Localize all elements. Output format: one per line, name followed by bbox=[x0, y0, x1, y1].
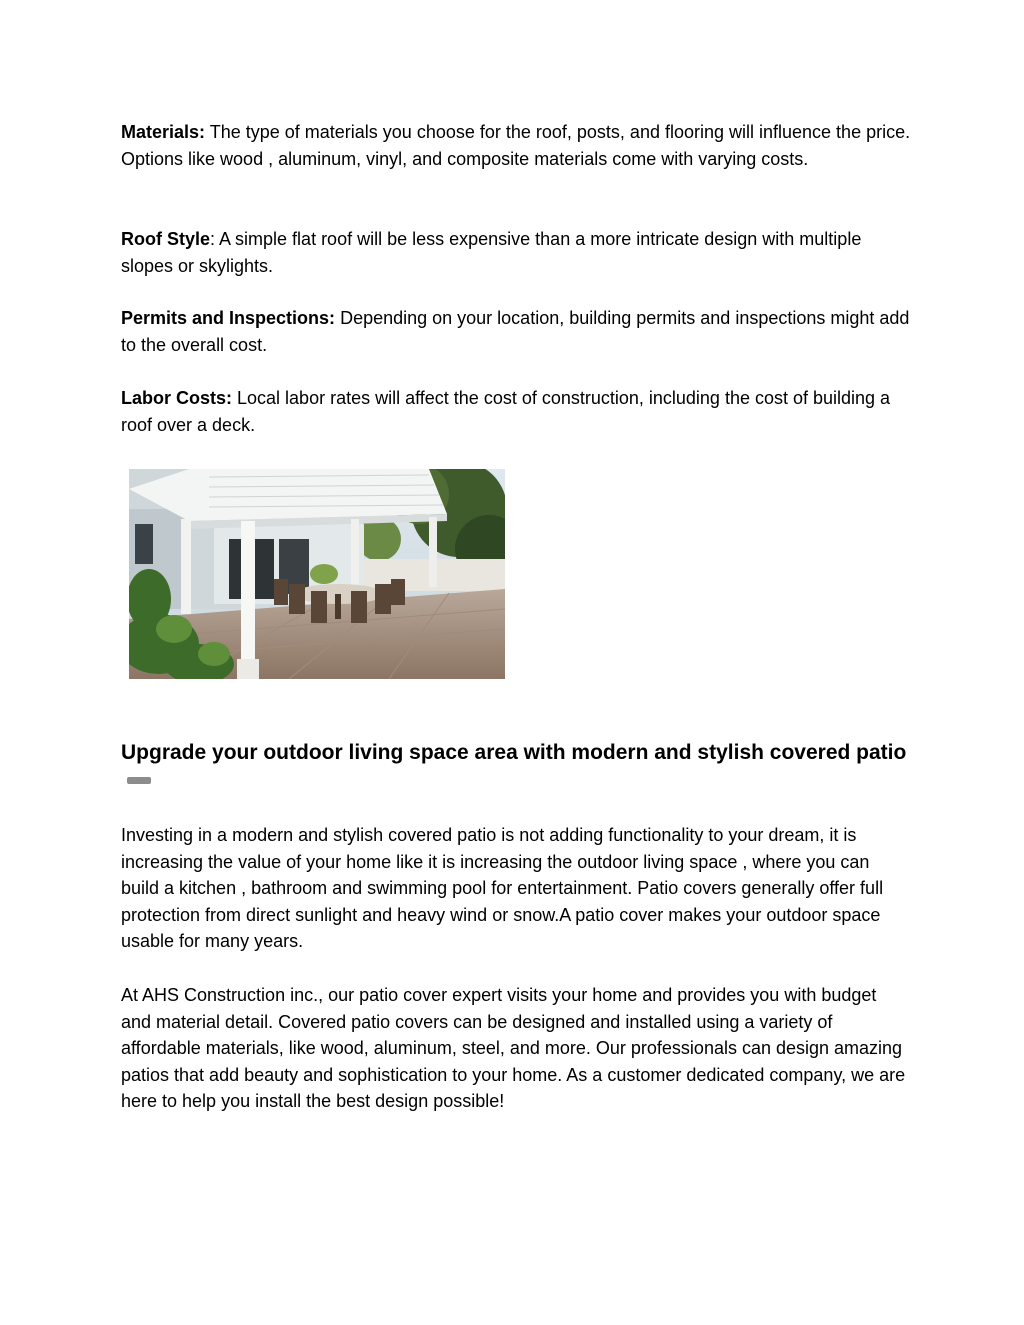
covered-patio-photo bbox=[129, 469, 505, 679]
permits-label: Permits and Inspections: bbox=[121, 308, 336, 328]
roof-style-text: : A simple flat roof will be less expensive than a more intricate design with multiple slopes or skylights. bbox=[121, 229, 862, 276]
materials-paragraph bbox=[121, 119, 911, 172]
patio-illustration bbox=[129, 469, 505, 679]
roof-style-label: Roof Style bbox=[121, 229, 211, 249]
materials-label: Materials: bbox=[121, 122, 206, 142]
section-heading bbox=[121, 738, 911, 796]
section-heading-text: Upgrade your outdoor living space area with modern and stylish covered patio bbox=[121, 741, 907, 764]
labor-costs-label: Labor Costs: bbox=[121, 388, 233, 408]
investing-paragraph: Investing in a modern and stylish covered patio is not adding functionality to your dream, it is increasing the value of your home like it is increasing the outdoor living space , where you can build a kitchen , bathroom and swimming pool for entertainment. Patio covers generally offer full protection from direct sunlight and heavy wind or snow.A patio cover makes your outdoor space usable for many years. bbox=[121, 825, 884, 952]
roof-style-paragraph bbox=[121, 226, 911, 279]
labor-costs-paragraph bbox=[121, 385, 911, 438]
permits-paragraph bbox=[121, 305, 911, 358]
permits-text: Depending on your location, building permits and inspections might add to the overall cost. bbox=[121, 308, 910, 355]
ahs-construction-paragraph: At AHS Construction inc., our patio cover expert visits your home and provides you with budget and material detail. Covered patio covers can be designed and installed using a variety of affordable materials, like wood, aluminum, steel, and more. Our professionals can design amazing patios that add beauty and sophistication to your home. As a customer dedicated company, we are here to help you install the best design possible! bbox=[121, 985, 906, 1112]
labor-costs-text: Local labor rates will affect the cost of construction, including the cost of building a roof over a deck. bbox=[121, 388, 891, 435]
materials-text: The type of materials you choose for the roof, posts, and flooring will influence the price. Options like wood , aluminum, vinyl, and composite materials come with varying costs. bbox=[121, 122, 911, 169]
dash-icon bbox=[127, 777, 151, 784]
